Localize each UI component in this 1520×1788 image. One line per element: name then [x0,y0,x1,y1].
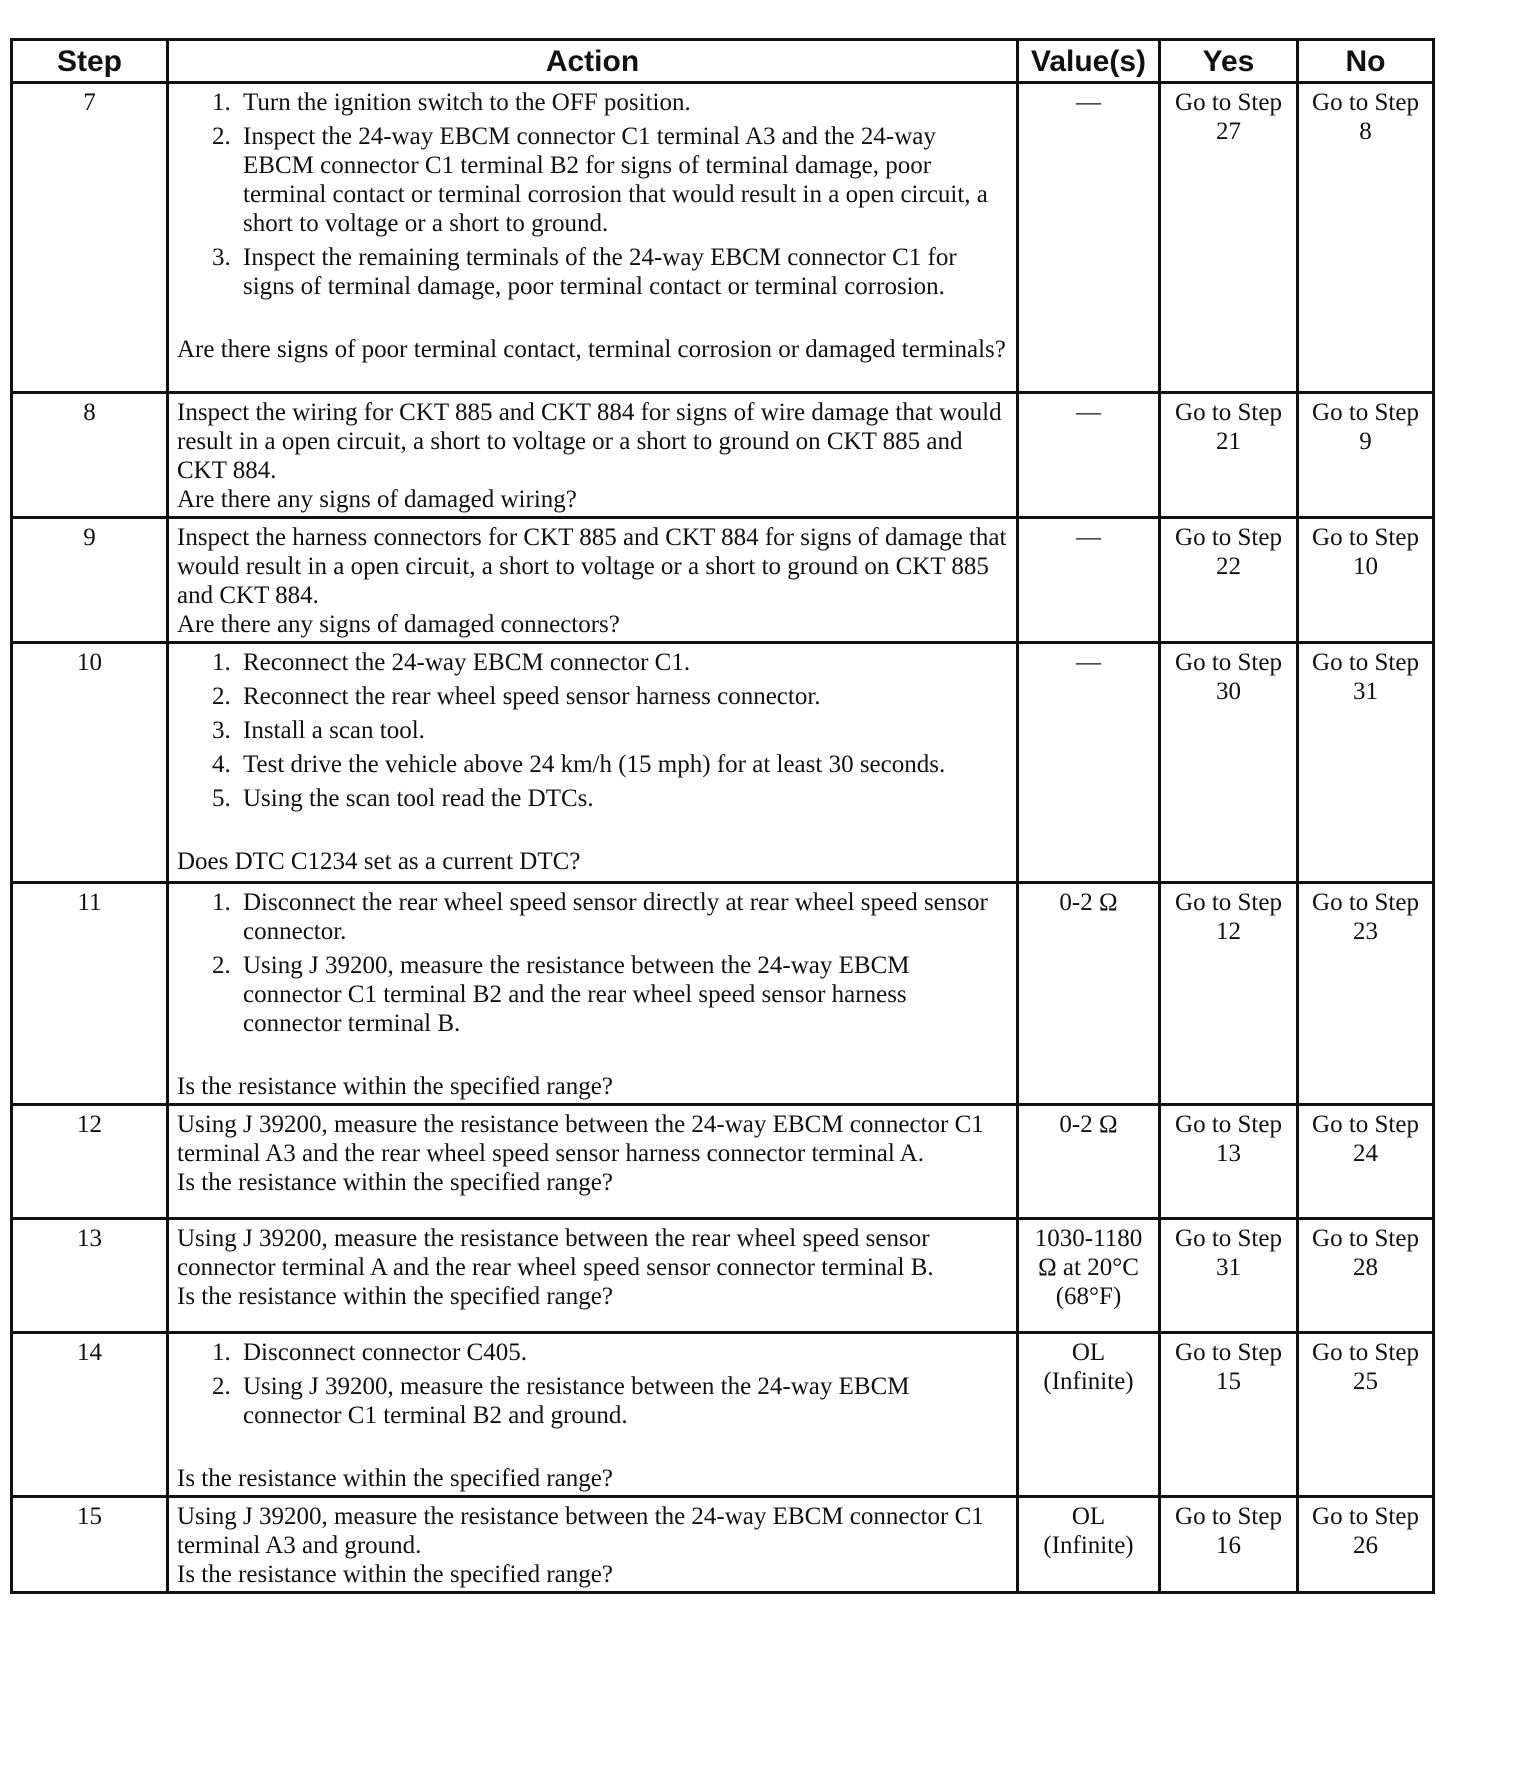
action-cell [168,883,1018,1105]
action-step: 2. Using J 39200, measure the resistance between the 24-way EBCM connector C1 terminal B2 and ground. [237,1372,1008,1430]
value-cell: — [1018,518,1160,643]
no-cell: Go to Step 10 [1298,518,1434,643]
action-step: 3. Install a scan tool. [237,716,1008,745]
action-step: 2. Using J 39200, measure the resistance between the 24-way EBCM connector C1 terminal B2 and the rear wheel speed sensor harness connector terminal B. [237,951,1008,1038]
value-cell: — [1018,83,1160,393]
no-cell: Go to Step 23 [1298,883,1434,1105]
action-step: 1. Turn the ignition switch to the OFF position. [237,88,1008,117]
action-text: Using J 39200, measure the resistance between the 24-way EBCM connector C1 terminal A3 and the rear wheel speed sensor harness connector terminal A. [177,1111,984,1167]
yes-cell: Go to Step 13 [1160,1105,1298,1219]
action-cell [168,1219,1018,1333]
value-cell: OL (Infinite) [1018,1497,1160,1593]
action-question: Is the resistance within the specified range? [177,1283,613,1310]
yes-cell: Go to Step 30 [1160,643,1298,883]
step-number: 14 [12,1333,168,1497]
action-text: Using J 39200, measure the resistance between the 24-way EBCM connector C1 terminal A3 and ground. [177,1503,984,1559]
no-cell: Go to Step 26 [1298,1497,1434,1593]
action-question: Is the resistance within the specified range? [177,1561,613,1588]
step-number: 11 [12,883,168,1105]
step-number: 10 [12,643,168,883]
yes-cell: Go to Step 27 [1160,83,1298,393]
no-cell: Go to Step 28 [1298,1219,1434,1333]
yes-cell: Go to Step 12 [1160,883,1298,1105]
no-cell: Go to Step 31 [1298,643,1434,883]
yes-cell: Go to Step 15 [1160,1333,1298,1497]
value-cell: — [1018,393,1160,518]
diagnostic-table [10,38,1435,1594]
value-cell: 0-2 Ω [1018,883,1160,1105]
action-steps [177,1338,1008,1430]
no-cell: Go to Step 8 [1298,83,1434,393]
yes-cell: Go to Step 21 [1160,393,1298,518]
yes-cell: Go to Step 22 [1160,518,1298,643]
action-question: Does DTC C1234 set as a current DTC? [177,848,581,875]
step-number: 12 [12,1105,168,1219]
table-row [12,643,1434,883]
header-values: Value(s) [1018,40,1160,83]
action-cell [168,643,1018,883]
action-step: 5. Using the scan tool read the DTCs. [237,784,1008,813]
step-number: 9 [12,518,168,643]
no-cell: Go to Step 25 [1298,1333,1434,1497]
table-row [12,393,1434,518]
table-header-row [12,40,1434,83]
step-number: 13 [12,1219,168,1333]
action-question: Are there signs of poor terminal contact, terminal corrosion or damaged terminals? [177,336,1006,363]
table-row [12,1219,1434,1333]
step-number: 8 [12,393,168,518]
header-no: No [1298,40,1434,83]
step-number: 7 [12,83,168,393]
action-steps [177,888,1008,1038]
table-row [12,1333,1434,1497]
action-steps [177,88,1008,301]
action-question: Is the resistance within the specified range? [177,1465,613,1492]
value-cell: 0-2 Ω [1018,1105,1160,1219]
step-number: 15 [12,1497,168,1593]
action-question: Is the resistance within the specified range? [177,1169,613,1196]
action-step: 1. Reconnect the 24-way EBCM connector C1. [237,648,1008,677]
action-cell [168,1105,1018,1219]
action-cell [168,518,1018,643]
table-row [12,518,1434,643]
table-row [12,83,1434,393]
action-question: Are there any signs of damaged wiring? [177,486,577,513]
action-steps [177,648,1008,813]
action-step: 2. Reconnect the rear wheel speed sensor harness connector. [237,682,1008,711]
action-step: 3. Inspect the remaining terminals of the 24-way EBCM connector C1 for signs of terminal damage, poor terminal contact or terminal corrosion. [237,243,1008,301]
no-cell: Go to Step 9 [1298,393,1434,518]
action-step: 1. Disconnect connector C405. [237,1338,1008,1367]
action-text: Inspect the wiring for CKT 885 and CKT 884 for signs of wire damage that would result in a open circuit, a short to voltage or a short to ground on CKT 885 and CKT 884. [177,399,1002,484]
header-action: Action [168,40,1018,83]
action-cell [168,1333,1018,1497]
action-text: Using J 39200, measure the resistance between the rear wheel speed sensor connector terminal A and the rear wheel speed sensor connector terminal B. [177,1225,934,1281]
yes-cell: Go to Step 31 [1160,1219,1298,1333]
document-page [10,38,1432,1594]
action-question: Are there any signs of damaged connectors? [177,611,620,638]
table-row [12,1105,1434,1219]
no-cell: Go to Step 24 [1298,1105,1434,1219]
action-step: 2. Inspect the 24-way EBCM connector C1 terminal A3 and the 24-way EBCM connector C1 terminal B2 for signs of terminal damage, poor terminal contact or terminal corrosion that would result in a open circuit, a short to voltage or a short to ground. [237,122,1008,238]
value-cell: — [1018,643,1160,883]
action-step: 1. Disconnect the rear wheel speed sensor directly at rear wheel speed sensor connector. [237,888,1008,946]
header-yes: Yes [1160,40,1298,83]
action-question: Is the resistance within the specified range? [177,1073,613,1100]
action-text: Inspect the harness connectors for CKT 885 and CKT 884 for signs of damage that would result in a open circuit, a short to voltage or a short to ground on CKT 885 and CKT 884. [177,524,1007,609]
header-step: Step [12,40,168,83]
action-step: 4. Test drive the vehicle above 24 km/h (15 mph) for at least 30 seconds. [237,750,1008,779]
action-cell [168,1497,1018,1593]
table-row [12,883,1434,1105]
yes-cell: Go to Step 16 [1160,1497,1298,1593]
action-cell [168,83,1018,393]
value-cell: OL (Infinite) [1018,1333,1160,1497]
value-cell: 1030-1180 Ω at 20°C (68°F) [1018,1219,1160,1333]
action-cell [168,393,1018,518]
table-row [12,1497,1434,1593]
